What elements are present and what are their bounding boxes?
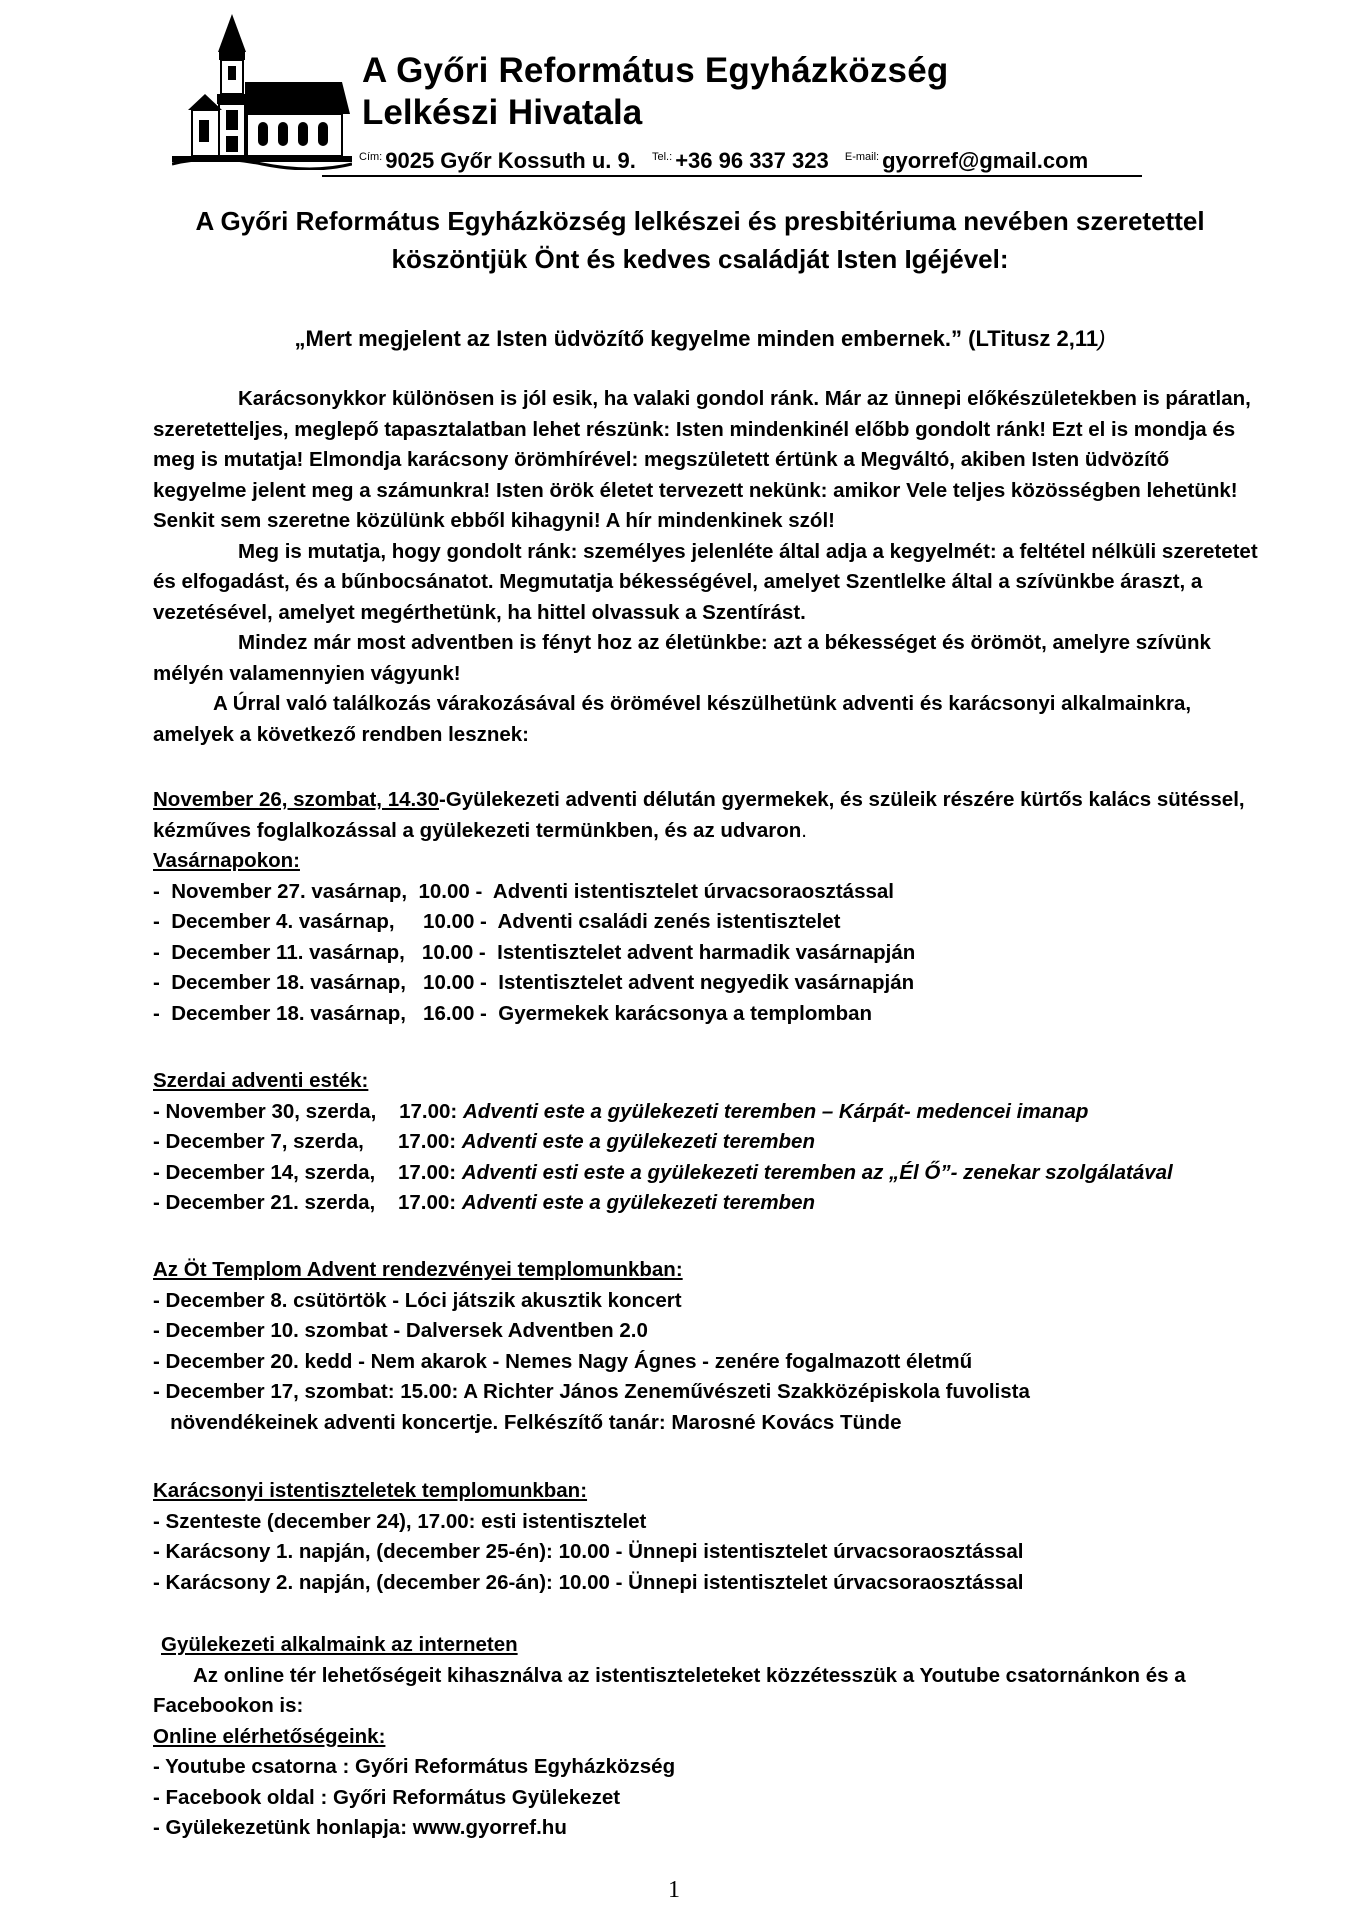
page-number: 1 (668, 1877, 680, 1903)
letter-body (153, 384, 1263, 750)
five-churches-item: - December 17, szombat: 15.00: A Richter János Zeneművészeti Szakközépiskola fuvolista (153, 1380, 1030, 1403)
phone: +36 96 337 323 (675, 148, 829, 173)
sunday-item: - December 11. vasárnap, 10.00 - Istentisztelet advent harmadik vasárnapján (153, 940, 916, 964)
sunday-item: - December 18. vasárnap, 16.00 - Gyermekek karácsonya a templomban (153, 1001, 873, 1025)
christmas-section (153, 1476, 1303, 1598)
letterhead-contact (359, 144, 1098, 174)
paragraph-4: A Úrral való találkozás várakozásával és örömével készülhetünk adventi és karácsonyi alkalmainkra, amelyek a következő rendben lesznek: (153, 692, 1192, 746)
address: 9025 Győr Kossuth u. 9. (385, 148, 636, 173)
christmas-item: - Karácsony 1. napján, (december 25-én): 10.00 - Ünnepi istentisztelet úrvacsoraosztással (153, 1540, 1024, 1563)
letterhead-rule (322, 175, 1142, 177)
verse-close: ) (1098, 326, 1106, 351)
wednesday-title: Adventi esti este a gyülekezeti teremben az „Él Ő”- zenekar szolgálatával (461, 1160, 1173, 1184)
online-heading: Gyülekezeti alkalmaink az interneten (161, 1633, 518, 1656)
wednesday-item (153, 1188, 1303, 1219)
letterhead-title: A Győri Református Egyházközség (362, 51, 949, 90)
wednesday-time: - December 21. szerda, 17.00: (153, 1191, 462, 1214)
email[interactable]: gyorref@gmail.com (882, 148, 1089, 173)
wednesday-title: Adventi este a gyülekezeti teremben (461, 1130, 815, 1153)
event-nov26-dot: . (801, 818, 807, 842)
greeting (150, 202, 1250, 278)
wednesday-title: Adventi este a gyülekezeti teremben (461, 1191, 815, 1214)
letterhead (172, 14, 1142, 173)
email-label: E-mail: (844, 151, 880, 163)
five-churches-heading: Az Öt Templom Advent rendezvényei templomunkban: (153, 1258, 683, 1281)
paragraph-2: Meg is mutatja, hogy gondolt ránk: személyes jelenléte által adja a kegyelmét: a feltétel nélküli szeretetet és elfogadást, és a bűnbocsánatot. Megmutatja békességével, amelyet Szentlelke által a szívünkbe áraszt, a vezetésével, amelyet megérthetünk, ha hittel olvassuk a Szentírást. (153, 539, 1258, 624)
five-churches-item: - December 8. csütörtök - Lóci játszik akusztik koncert (153, 1288, 682, 1312)
online-contact-website[interactable]: - Gyülekezetünk honlapja: www.gyorref.hu (153, 1816, 567, 1839)
wednesday-time: - November 30, szerda, 17.00: (153, 1099, 463, 1123)
sundays-heading: Vasárnapokon: (153, 849, 300, 872)
five-churches-section (153, 1255, 1303, 1438)
christmas-heading: Karácsonyi istentiszteletek templomunkban: (153, 1479, 588, 1502)
phone-label: Tel.: (652, 151, 673, 163)
wednesday-time: - December 7, szerda, 17.00: (153, 1130, 462, 1153)
event-nov26-date: November 26, szombat, 14.30 (153, 788, 439, 811)
sunday-item: - December 18. vasárnap, 10.00 - Istentisztelet advent negyedik vasárnapján (153, 971, 915, 994)
paragraph-1: Karácsonykkor különösen is jól esik, ha valaki gondol ránk. Már az ünnepi előkészületekben is páratlan, szeretetteljes, meglepő tapasztalatban lehet részünk: Isten mindenkinél előbb gondolt ránk! Ezt el is mondja és meg is mutatja! Elmondja karácsony örömhírével: megszületett értünk a Megváltó, akiben Isten üdvözítő kegyelme jelent meg a számunkra! Isten örök életet tervezett nekünk: amikor Vele teljes közösségben lehetünk! Senkit sem szeretne közülünk ebből kihagyni! A hír mindenkinek szól! (153, 387, 1251, 532)
online-section (153, 1630, 1263, 1844)
greeting-line-2: köszöntjük Önt és kedves családját Isten Igéjével: (391, 244, 1009, 274)
sunday-item: - December 4. vasárnap, 10.00 - Adventi családi zenés istentisztelet (153, 910, 841, 933)
wednesdays-section (153, 1066, 1303, 1219)
wednesday-time: - December 14, szerda, 17.00: (153, 1160, 462, 1184)
five-churches-item: növendékeinek adventi koncertje. Felkészítő tanár: Marosné Kovács Tünde (153, 1410, 902, 1434)
five-churches-item: - December 10. szombat - Dalversek Adventben 2.0 (153, 1319, 648, 1342)
wednesday-item (153, 1158, 1303, 1189)
greeting-line-1: A Győri Református Egyházközség lelkészei és presbitériuma nevében szeretettel (195, 206, 1205, 236)
online-contact-youtube: - Youtube csatorna : Győri Református Egyházközség (153, 1755, 676, 1778)
online-text: Az online tér lehetőségeit kihasználva az istentiszteleteket közzétesszük a Youtube csatornánkon és a Facebookon is: (153, 1663, 1186, 1717)
wednesday-title: Adventi este a gyülekezeti teremben – Kárpát- medencei imanap (462, 1099, 1089, 1123)
sunday-item: - November 27. vasárnap, 10.00 - Adventi istentisztelet úrvacsoraosztással (153, 879, 894, 903)
online-contacts-heading: Online elérhetőségeink: (153, 1724, 386, 1748)
paragraph-3: Mindez már most adventben is fényt hoz az életünkbe: azt a békességet és örömöt, amelyre szívünk mélyén valamennyien vágyunk! (153, 631, 1211, 685)
event-nov26 (153, 785, 1263, 846)
five-churches-item: - December 20. kedd - Nem akarok - Nemes Nagy Ágnes - zenére fogalmazott életmű (153, 1349, 973, 1373)
address-label: Cím: (359, 151, 383, 163)
letterhead-subtitle: Lelkészi Hivatala (362, 93, 643, 132)
church-icon (172, 14, 352, 170)
wednesday-item (153, 1127, 1303, 1158)
christmas-item: - Karácsony 2. napján, (december 26-án): 10.00 - Ünnepi istentisztelet úrvacsoraosztással (153, 1570, 1024, 1594)
bible-verse (150, 324, 1250, 354)
christmas-item: - Szenteste (december 24), 17.00: esti istentisztelet (153, 1509, 647, 1533)
wednesday-item (153, 1097, 1303, 1128)
wednesdays-heading: Szerdai adventi esték: (153, 1069, 369, 1092)
verse-text: „Mert megjelent az Isten üdvözítő kegyelme minden embernek.” (LTitusz 2,11 (294, 326, 1099, 351)
event-nov26-text: -Gyülekezeti adventi délután gyermekek, és szüleik részére kürtős kalács sütéssel, kézműves foglalkozással a gyülekezeti termünkben, és az udvaron (153, 788, 1245, 842)
sundays-section (153, 846, 1303, 1029)
online-contact-facebook: - Facebook oldal : Győri Református Gyülekezet (153, 1785, 621, 1809)
